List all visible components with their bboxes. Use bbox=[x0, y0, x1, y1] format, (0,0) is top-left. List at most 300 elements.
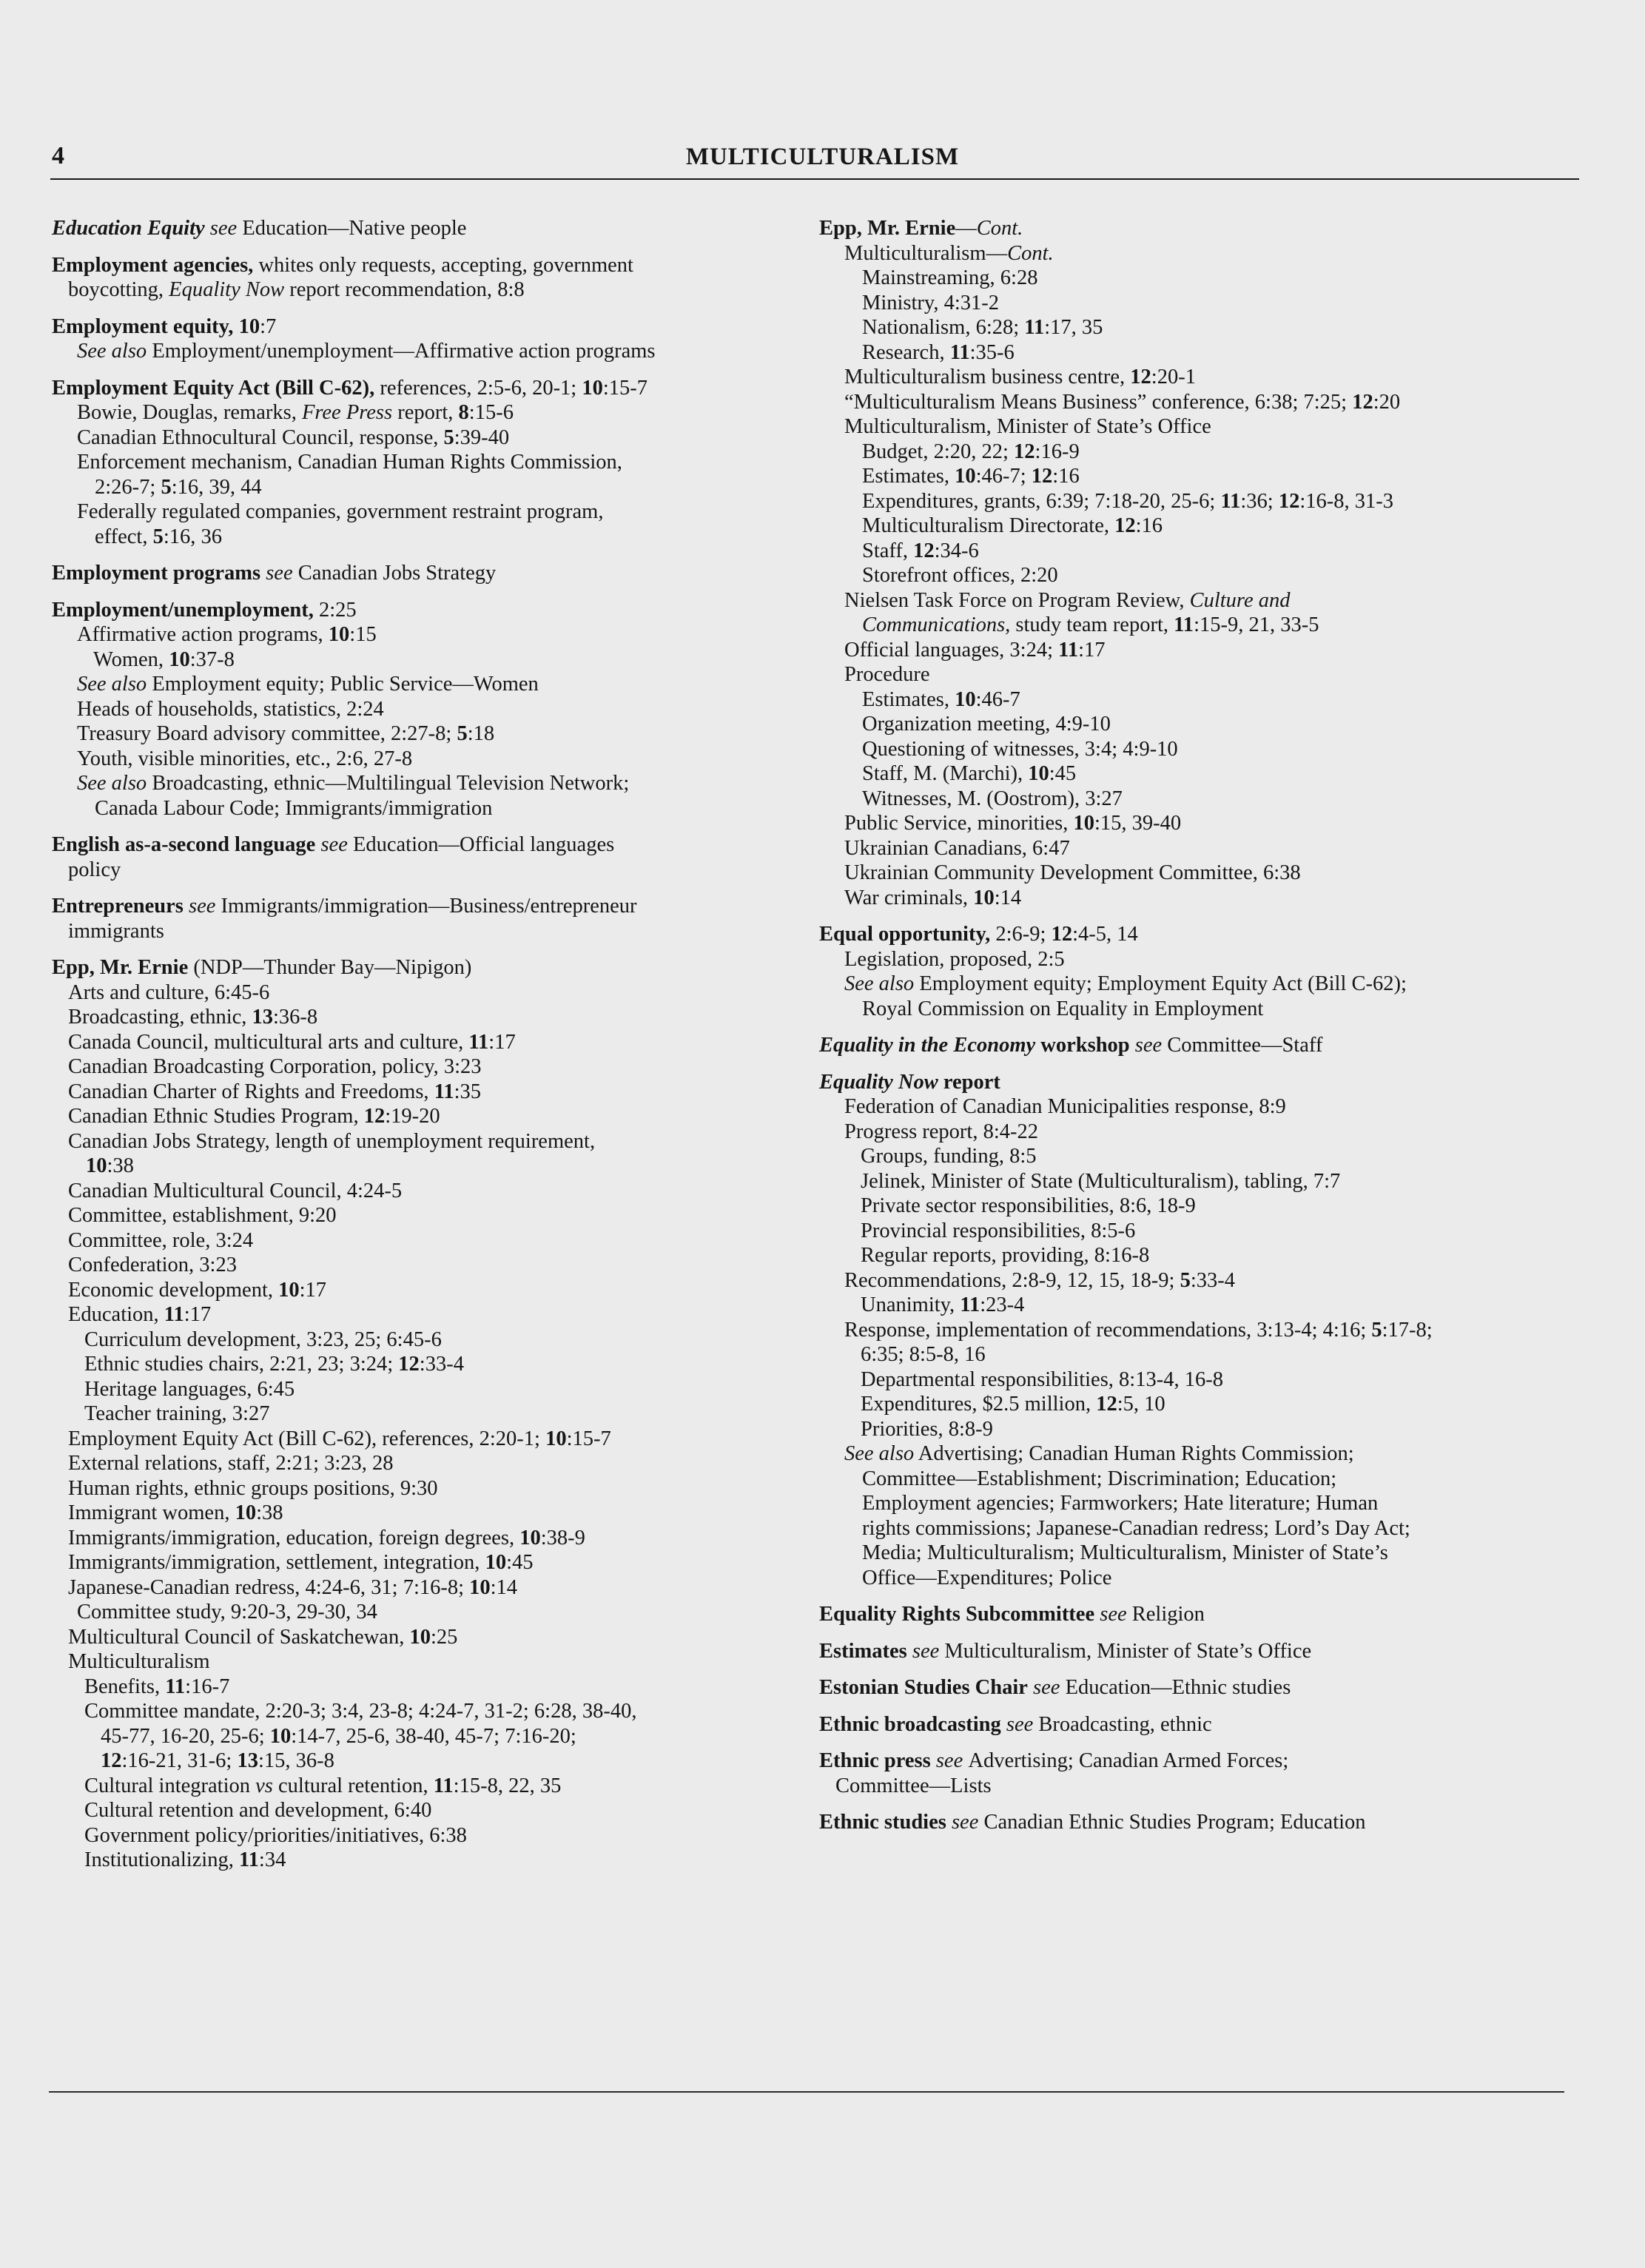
index-text-run: Employment equity, bbox=[52, 314, 234, 338]
index-subentry bbox=[52, 1352, 821, 1377]
index-text-run: :17, 35 bbox=[1044, 316, 1103, 339]
index-text-run: 11 bbox=[165, 1675, 186, 1698]
index-text-run: Organization meeting, 4:9-10 bbox=[862, 713, 1111, 736]
index-subentry bbox=[819, 1566, 1581, 1591]
index-text-run: :35 bbox=[454, 1080, 482, 1103]
index-text-run: :16-7 bbox=[185, 1675, 230, 1698]
index-text-run: 5 bbox=[457, 722, 468, 745]
index-text-run: :38 bbox=[107, 1154, 134, 1177]
index-text-run: Public Service, minorities, bbox=[844, 812, 1074, 835]
index-text-run: Immigrants/immigration, settlement, integration, bbox=[68, 1551, 485, 1574]
index-text-run: Ethnic studies bbox=[819, 1811, 946, 1834]
index-subentry bbox=[819, 712, 1581, 737]
index-entry-heading bbox=[819, 1070, 1581, 1095]
index-text-run: Education—Native people bbox=[242, 217, 467, 240]
index-text-run: 6:35; 8:5-8, 16 bbox=[861, 1343, 986, 1366]
index-text-run: Canadian Broadcasting Corporation, policy, 3:23 bbox=[68, 1055, 482, 1078]
index-text-run: Estimates bbox=[819, 1639, 907, 1663]
index-subentry bbox=[819, 972, 1581, 997]
index-text-run: Employment programs bbox=[52, 562, 261, 585]
index-entry bbox=[819, 1639, 1581, 1664]
index-subentry bbox=[819, 1392, 1581, 1417]
index-subentry bbox=[52, 622, 821, 647]
index-text-run: Employment equity; Public Service—Women bbox=[147, 673, 539, 696]
index-subentry bbox=[819, 1144, 1581, 1169]
index-subentry bbox=[819, 638, 1581, 663]
index-text-run: Nationalism, 6:28; bbox=[862, 316, 1025, 339]
index-text-run: 12 bbox=[1352, 390, 1373, 414]
index-text-run: 10 bbox=[169, 647, 190, 671]
index-subentry bbox=[52, 499, 821, 525]
index-subentry bbox=[52, 1600, 821, 1625]
index-text-run: Bowie, Douglas, remarks, bbox=[77, 401, 302, 424]
index-text-run: Equality Rights Subcommittee bbox=[819, 1603, 1095, 1626]
index-text-run: “Multiculturalism Means Business” conference, 6:38; 7:25; bbox=[844, 390, 1353, 414]
index-text-run: rights commissions; Japanese-Canadian redress; Lord’s Day Act; bbox=[862, 1516, 1410, 1540]
index-entry-heading bbox=[819, 1033, 1581, 1058]
index-subentry bbox=[52, 475, 821, 500]
index-text-run: 5 bbox=[1180, 1268, 1191, 1292]
index-subentry bbox=[819, 340, 1581, 366]
index-text-run: Staff, bbox=[862, 539, 914, 562]
index-text-run: Education—Official languages bbox=[352, 833, 615, 856]
index-text-run: Multiculturalism bbox=[68, 1650, 210, 1673]
index-text-run: Cont. bbox=[976, 217, 1023, 240]
index-text-run: Canadian Ethnic Studies Program, bbox=[68, 1105, 364, 1128]
footer-rule bbox=[49, 2091, 1564, 2093]
index-text-run: Equal opportunity, bbox=[819, 923, 991, 946]
index-subentry bbox=[819, 464, 1581, 489]
index-subentry bbox=[819, 886, 1581, 911]
index-text-run: :15-7 bbox=[602, 376, 648, 400]
index-text-run: Multiculturalism business centre, bbox=[844, 366, 1131, 388]
index-text-run: :37-8 bbox=[189, 647, 235, 671]
index-text-run: :8 bbox=[508, 278, 525, 301]
index-text-run: :38 bbox=[256, 1501, 283, 1524]
index-subentry bbox=[52, 980, 821, 1006]
index-text-run: Immigrants/immigration—Business/entrepreneur bbox=[221, 895, 637, 918]
index-subentry bbox=[52, 1823, 821, 1848]
index-text-run: report bbox=[938, 1070, 1000, 1094]
index-text-run: Education—Ethnic studies bbox=[1065, 1676, 1291, 1699]
index-text-run: :33-4 bbox=[419, 1353, 464, 1376]
index-text-run: 5 bbox=[1371, 1318, 1382, 1342]
index-text-run: 11 bbox=[949, 340, 970, 364]
index-text-run: Departmental responsibilities, 8:13-4, 16-8 bbox=[861, 1367, 1223, 1391]
index-text-run: Committee, establishment, 9:20 bbox=[68, 1204, 337, 1227]
index-entry bbox=[819, 1749, 1581, 1798]
index-text-run: Education, bbox=[68, 1303, 164, 1326]
index-text-run: see bbox=[1027, 1676, 1066, 1699]
index-text-run: Teacher training, 3:27 bbox=[84, 1402, 270, 1425]
index-text-run: :14 bbox=[994, 886, 1022, 909]
index-subentry bbox=[52, 339, 821, 364]
index-text-run: Expenditures, grants, 6:39; 7:18-20, 25-6; bbox=[862, 489, 1221, 513]
index-subentry bbox=[819, 787, 1581, 812]
index-subentry bbox=[819, 687, 1581, 713]
index-text-run: Treasury Board advisory committee, 2:27-8; bbox=[77, 722, 457, 745]
index-text-run: cultural retention, bbox=[272, 1774, 434, 1797]
index-text-run: Progress report, 8:4-22 bbox=[844, 1120, 1038, 1143]
index-text-run: Communications, bbox=[862, 613, 1011, 636]
index-text-run: :14 bbox=[490, 1575, 518, 1599]
index-entry-heading bbox=[52, 955, 821, 980]
index-text-run: Japanese-Canadian redress, 4:24-6, 31; 7:16-8; bbox=[68, 1575, 470, 1599]
index-text-run: 5 bbox=[152, 525, 164, 548]
index-text-run: Expenditures, $2.5 million, bbox=[861, 1393, 1097, 1416]
index-text-run: 10 bbox=[269, 1724, 292, 1748]
index-subentry bbox=[52, 1005, 821, 1030]
index-text-run: English as-a-second language bbox=[52, 833, 316, 856]
index-text-run: :16-21, 31-6; bbox=[121, 1749, 238, 1772]
index-text-run: immigrants bbox=[68, 919, 164, 943]
index-text-run: Cont. bbox=[1007, 241, 1054, 265]
index-text-run: :4-5, 14 bbox=[1072, 923, 1138, 946]
index-text-run: Confederation, 3:23 bbox=[68, 1254, 237, 1276]
index-subentry bbox=[819, 1417, 1581, 1442]
index-text-run: Multiculturalism, Minister of State’s Office bbox=[844, 415, 1211, 438]
index-subentry bbox=[819, 662, 1581, 687]
index-text-run: Heads of households, statistics, 2:24 bbox=[77, 697, 384, 721]
index-text-run: 8 bbox=[497, 278, 508, 301]
index-text-run: Immigrant women, bbox=[68, 1501, 235, 1524]
index-text-run: Ukrainian Canadians, 6:47 bbox=[844, 836, 1070, 860]
index-entry bbox=[819, 922, 1581, 1021]
index-subentry bbox=[52, 525, 821, 550]
index-text-run: 13 bbox=[237, 1749, 258, 1772]
index-text-run: 11 bbox=[1058, 638, 1079, 662]
index-text-run: :20-1 bbox=[1151, 366, 1196, 388]
index-text-run: see bbox=[1094, 1603, 1132, 1626]
index-text-run: 10 bbox=[86, 1154, 107, 1177]
index-text-run: Cultural integration bbox=[84, 1774, 256, 1797]
index-entry bbox=[52, 832, 821, 882]
index-entry-heading bbox=[52, 894, 821, 919]
index-subentry bbox=[52, 1401, 821, 1427]
index-subentry bbox=[52, 1278, 821, 1303]
index-subentry bbox=[52, 1228, 821, 1254]
index-text-run: see bbox=[1000, 1712, 1039, 1736]
index-subentry bbox=[819, 1219, 1581, 1244]
index-text-run: Unanimity, bbox=[861, 1293, 961, 1316]
index-entry-heading bbox=[819, 1712, 1581, 1737]
index-text-run: Employment agencies, bbox=[52, 253, 254, 277]
index-text-run: Royal Commission on Equality in Employment bbox=[862, 997, 1264, 1020]
index-text-run: Federation of Canadian Municipalities response, 8:9 bbox=[844, 1095, 1286, 1118]
index-text-run: Committee—Establishment; Discrimination; Education; bbox=[862, 1467, 1337, 1490]
index-subentry bbox=[819, 1120, 1581, 1145]
index-text-run: Legislation, proposed, 2:5 bbox=[844, 947, 1065, 971]
index-text-run: :19-20 bbox=[385, 1105, 440, 1128]
index-text-run: 12 bbox=[101, 1749, 122, 1772]
index-subentry bbox=[52, 400, 821, 425]
index-text-run: See also bbox=[844, 1442, 915, 1465]
index-entry bbox=[819, 1675, 1581, 1700]
running-head: MULTICULTURALISM bbox=[685, 144, 960, 170]
index-text-run: Estonian Studies Chair bbox=[819, 1676, 1028, 1699]
index-subentry bbox=[819, 414, 1581, 440]
index-subentry bbox=[819, 266, 1581, 291]
index-subentry bbox=[819, 1342, 1581, 1367]
index-text-run: 10 bbox=[1073, 812, 1094, 835]
index-text-run: Estimates, bbox=[862, 687, 955, 711]
index-subentry bbox=[819, 997, 1581, 1022]
index-text-run: Equality Now bbox=[169, 278, 285, 301]
index-text-run: 10 bbox=[955, 687, 976, 711]
index-text-run: Multicultural Council of Saskatchewan, bbox=[68, 1625, 410, 1649]
index-text-run: :16 bbox=[1135, 514, 1163, 537]
index-entry bbox=[52, 561, 821, 586]
index-text-run: 12 bbox=[1051, 923, 1073, 946]
index-text-run: :23-4 bbox=[980, 1293, 1025, 1316]
index-text-run: Recommendations, 2:8-9, 12, 15, 18-9; bbox=[844, 1268, 1180, 1292]
index-subentry bbox=[52, 1080, 821, 1105]
index-subentry bbox=[52, 277, 821, 303]
index-subentry bbox=[52, 1774, 821, 1799]
index-subentry bbox=[819, 811, 1581, 836]
index-text-run: Canadian Jobs Strategy, length of unemployment requirement, bbox=[68, 1129, 596, 1153]
index-subentry bbox=[819, 947, 1581, 972]
index-subentry bbox=[819, 1318, 1581, 1343]
index-subentry bbox=[819, 588, 1581, 613]
index-text-run: Benefits, bbox=[84, 1675, 166, 1698]
index-text-run: Arts and culture, 6:45-6 bbox=[68, 980, 270, 1004]
index-text-run: :17-8; bbox=[1382, 1318, 1433, 1342]
index-text-run: 11 bbox=[434, 1080, 454, 1103]
index-text-run: Provincial responsibilities, 8:5-6 bbox=[861, 1219, 1136, 1242]
index-subentry bbox=[52, 1649, 821, 1675]
index-subentry bbox=[819, 1243, 1581, 1268]
index-subentry bbox=[52, 1104, 821, 1129]
index-text-run: Committee mandate, 2:20-3; 3:4, 23-8; 4:24-7, 31-2; 6:28, 38-40, bbox=[84, 1700, 637, 1723]
index-text-run: Advertising; Canadian Armed Forces; bbox=[968, 1749, 1289, 1772]
index-text-run: Multiculturalism— bbox=[844, 241, 1008, 265]
index-subentry bbox=[819, 1491, 1581, 1516]
index-subentry bbox=[52, 1675, 821, 1700]
index-text-run: External relations, staff, 2:21; 3:23, 28 bbox=[68, 1452, 394, 1475]
index-text-run: 10 bbox=[955, 465, 976, 488]
header-rule bbox=[50, 178, 1579, 180]
index-text-run: 12 bbox=[363, 1105, 386, 1128]
index-text-run: See also bbox=[77, 340, 147, 363]
index-entry bbox=[52, 376, 821, 550]
index-entry-heading bbox=[52, 832, 821, 858]
index-text-run: Employment Equity Act (Bill C-62), bbox=[52, 376, 375, 400]
index-entry bbox=[52, 894, 821, 943]
index-entry bbox=[819, 1033, 1581, 1058]
index-text-run: :16, 39, 44 bbox=[171, 475, 262, 499]
index-subentry bbox=[819, 1367, 1581, 1393]
index-text-run: Heritage languages, 6:45 bbox=[84, 1377, 295, 1401]
index-text-run: War criminals, bbox=[844, 886, 974, 909]
index-text-run: 10 bbox=[469, 1575, 491, 1599]
index-text-run: Ukrainian Community Development Committee, 6:38 bbox=[844, 861, 1301, 884]
index-text-run: :17 bbox=[299, 1278, 327, 1302]
index-subentry bbox=[52, 1550, 821, 1575]
index-text-run: Broadcasting, ethnic—Multilingual Television Network; bbox=[147, 772, 630, 795]
index-text-run: Ethnic studies chairs, 2:21, 23; 3:24; bbox=[84, 1353, 399, 1376]
index-text-run: 10 bbox=[519, 1526, 541, 1549]
index-text-run: :15-6 bbox=[468, 401, 514, 424]
index-text-run: 10 bbox=[328, 623, 350, 646]
index-text-run: 11 bbox=[1024, 316, 1045, 339]
index-text-run: Curriculum development, 3:23, 25; 6:45-6 bbox=[84, 1328, 442, 1351]
index-text-run: Private sector responsibilities, 8:6, 18-9 bbox=[861, 1194, 1196, 1217]
index-text-run: see bbox=[946, 1811, 984, 1834]
index-text-run: :16 bbox=[1052, 465, 1080, 488]
index-text-run: Women, bbox=[93, 647, 169, 671]
index-text-run: Canada Labour Code; Immigrants/immigration bbox=[95, 796, 493, 820]
index-subentry bbox=[52, 647, 821, 673]
index-entry bbox=[819, 1712, 1581, 1737]
index-text-run: effect, bbox=[95, 525, 153, 548]
index-text-run: 10 bbox=[582, 376, 603, 400]
index-subentry bbox=[819, 1516, 1581, 1541]
index-subentry bbox=[52, 1526, 821, 1551]
index-text-run: :15, 36-8 bbox=[258, 1749, 334, 1772]
index-entry-heading bbox=[52, 253, 821, 278]
index-text-run: See also bbox=[77, 772, 147, 795]
index-text-run: references, 2:5-6, 20-1; bbox=[374, 376, 582, 400]
index-subentry bbox=[52, 747, 821, 772]
index-text-run: 10 bbox=[235, 1501, 257, 1524]
index-text-run: Canadian Ethnocultural Council, response, bbox=[77, 425, 444, 449]
index-entry bbox=[819, 1602, 1581, 1627]
index-text-run: :16-8, 31-3 bbox=[1299, 489, 1393, 513]
index-subentry bbox=[819, 1268, 1581, 1293]
index-subentry bbox=[52, 919, 821, 944]
index-text-run: Media; Multiculturalism; Multiculturalism, Minister of State’s bbox=[862, 1541, 1388, 1564]
index-subentry bbox=[52, 1179, 821, 1204]
index-text-run: Ministry, 4:31-2 bbox=[862, 291, 999, 314]
index-text-run: Employment agencies; Farmworkers; Hate literature; Human bbox=[862, 1492, 1379, 1515]
index-subentry bbox=[819, 489, 1581, 514]
index-subentry bbox=[52, 796, 821, 821]
index-text-run: 11 bbox=[164, 1303, 184, 1326]
index-text-run: Committee—Lists bbox=[835, 1774, 992, 1797]
index-text-run: 11 bbox=[468, 1030, 489, 1054]
index-text-run: Priorities, 8:8-9 bbox=[861, 1417, 993, 1441]
index-subentry bbox=[819, 1467, 1581, 1492]
index-subentry bbox=[52, 1203, 821, 1228]
index-text-run: Questioning of witnesses, 3:4; 4:9-10 bbox=[862, 737, 1178, 761]
index-subentry bbox=[819, 836, 1581, 861]
index-subentry bbox=[52, 697, 821, 722]
index-entry bbox=[52, 314, 821, 364]
index-entry bbox=[819, 1810, 1581, 1835]
index-text-run: Enforcement mechanism, Canadian Human Rights Commission, bbox=[77, 451, 622, 474]
index-text-run: 11 bbox=[1220, 489, 1241, 513]
index-text-run: Economic development, bbox=[68, 1278, 279, 1302]
index-entry-heading bbox=[52, 376, 821, 401]
index-text-run: 12 bbox=[1278, 489, 1300, 513]
index-text-run bbox=[233, 315, 238, 338]
index-text-run: 12 bbox=[1130, 366, 1151, 388]
index-entry-heading bbox=[819, 1639, 1581, 1664]
index-text-run: Committee study, 9:20-3, 29-30, 34 bbox=[77, 1601, 377, 1623]
index-subentry bbox=[819, 761, 1581, 787]
index-text-run: Canadian Ethnic Studies Program; Education bbox=[983, 1811, 1366, 1834]
index-text-run: 2:26-7; bbox=[95, 475, 161, 499]
index-text-run: Storefront offices, 2:20 bbox=[862, 564, 1058, 587]
index-text-run: :46-7 bbox=[975, 687, 1020, 711]
index-text-run: see bbox=[183, 895, 221, 918]
index-subentry bbox=[819, 365, 1581, 390]
index-text-run: :15, 39-40 bbox=[1094, 812, 1182, 835]
index-text-run: Canadian Charter of Rights and Freedoms, bbox=[68, 1080, 434, 1103]
index-text-run: Affirmative action programs, bbox=[77, 623, 329, 646]
index-text-run: study team report, bbox=[1010, 613, 1174, 636]
index-subentry bbox=[52, 672, 821, 697]
index-text-run: :45 bbox=[1049, 762, 1077, 785]
index-text-run: boycotting, bbox=[68, 278, 169, 301]
index-subentry bbox=[819, 1169, 1581, 1194]
index-text-run: :17 bbox=[1078, 638, 1106, 662]
index-entry bbox=[52, 955, 821, 1873]
index-text-run: Official languages, 3:24; bbox=[844, 638, 1059, 662]
index-text-run: report recommendation, bbox=[284, 278, 498, 301]
index-text-run: 2:25 bbox=[313, 598, 357, 622]
index-subentry bbox=[819, 315, 1581, 340]
index-text-run: :33-4 bbox=[1190, 1268, 1235, 1292]
index-subentry bbox=[52, 1302, 821, 1328]
index-subentry bbox=[52, 721, 821, 747]
index-subentry bbox=[52, 1030, 821, 1055]
index-text-run: :14-7, 25-6, 38-40, 45-7; 7:16-20; bbox=[291, 1724, 576, 1748]
index-text-run: 12 bbox=[398, 1353, 420, 1376]
index-text-run: see bbox=[1129, 1034, 1168, 1057]
index-entry bbox=[819, 216, 1581, 910]
index-text-run: Regular reports, providing, 8:16-8 bbox=[861, 1244, 1150, 1267]
index-entry-heading bbox=[52, 598, 821, 623]
index-text-run: Epp, Mr. Ernie bbox=[52, 956, 189, 979]
index-text-run: 10 bbox=[545, 1427, 567, 1450]
index-text-run: :16, 36 bbox=[163, 525, 223, 548]
index-text-run: Employment/unemployment, bbox=[52, 598, 314, 622]
index-subentry bbox=[52, 1798, 821, 1823]
index-subentry bbox=[819, 291, 1581, 316]
index-text-run: Institutionalizing, bbox=[84, 1848, 239, 1871]
index-subentry bbox=[52, 425, 821, 451]
index-subentry bbox=[819, 1094, 1581, 1120]
index-subentry bbox=[819, 563, 1581, 588]
index-text-run: Education Equity bbox=[52, 217, 205, 240]
index-text-run: vs bbox=[255, 1774, 273, 1797]
index-subentry bbox=[52, 1749, 821, 1774]
index-subentry bbox=[819, 1541, 1581, 1566]
index-subentry bbox=[52, 1154, 821, 1179]
index-text-run: (NDP—Thunder Bay—Nipigon) bbox=[188, 956, 472, 979]
index-entry bbox=[52, 253, 821, 303]
index-subentry bbox=[52, 1848, 821, 1873]
index-subentry bbox=[52, 1129, 821, 1154]
index-text-run: 10 bbox=[409, 1625, 431, 1649]
index-text-run: Budget, 2:20, 22; bbox=[862, 440, 1015, 463]
index-subentry bbox=[819, 1774, 1581, 1799]
index-text-run: 11 bbox=[960, 1293, 980, 1316]
index-text-run: 11 bbox=[433, 1774, 454, 1797]
index-text-run: Multiculturalism, Minister of State’s Office bbox=[944, 1639, 1312, 1663]
index-text-run: 5 bbox=[443, 425, 454, 449]
index-text-run: Immigrants/immigration, education, foreign degrees, bbox=[68, 1526, 520, 1549]
index-subentry bbox=[52, 1451, 821, 1476]
index-text-run: Religion bbox=[1131, 1603, 1205, 1626]
index-text-run: :15-9, 21, 33-5 bbox=[1194, 613, 1319, 636]
index-entry-heading bbox=[819, 922, 1581, 947]
index-text-run: 12 bbox=[1114, 514, 1136, 537]
index-subentry bbox=[819, 514, 1581, 539]
index-text-run: Equality in the Economy bbox=[819, 1034, 1036, 1057]
